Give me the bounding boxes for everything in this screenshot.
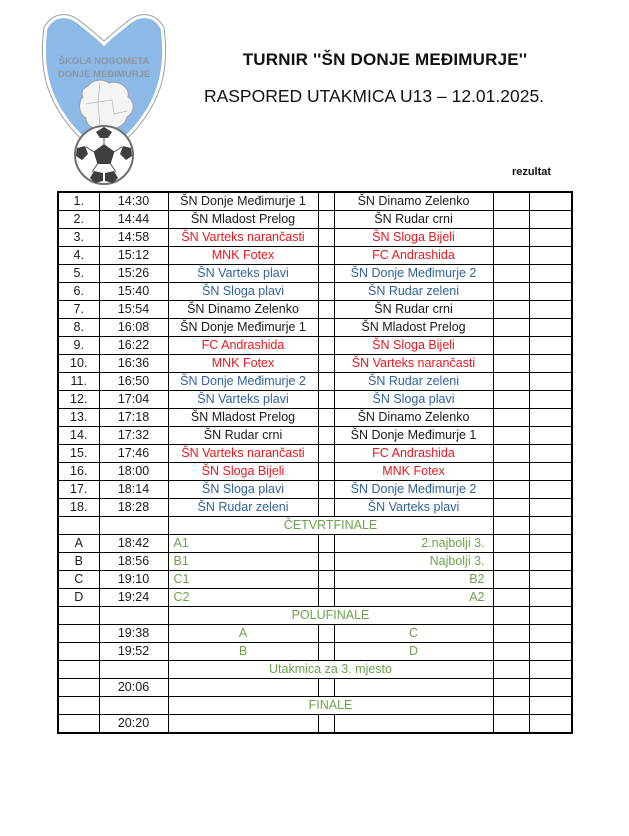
match-row bbox=[58, 679, 572, 697]
result-cell-home bbox=[493, 535, 529, 553]
vs-divider-cell bbox=[318, 247, 334, 265]
result-cell-home bbox=[493, 715, 529, 734]
result-cell-away bbox=[529, 697, 572, 715]
match-number-cell: 6. bbox=[58, 283, 99, 301]
kickoff-time-cell: 16:08 bbox=[99, 319, 168, 337]
vs-divider-cell bbox=[318, 229, 334, 247]
home-team-cell: MNK Fotex bbox=[168, 247, 318, 265]
home-team-cell bbox=[168, 679, 318, 697]
result-cell-home bbox=[493, 319, 529, 337]
result-cell-away bbox=[529, 481, 572, 499]
match-row bbox=[58, 499, 572, 517]
result-cell-away bbox=[529, 229, 572, 247]
home-team-cell: ŠN Varteks narančasti bbox=[168, 445, 318, 463]
match-row bbox=[58, 355, 572, 373]
match-number-cell: 18. bbox=[58, 499, 99, 517]
away-team-cell bbox=[334, 679, 493, 697]
match-number-cell: 11. bbox=[58, 373, 99, 391]
home-team-cell: ŠN Donje Međimurje 1 bbox=[168, 192, 318, 211]
vs-divider-cell bbox=[318, 715, 334, 734]
match-row bbox=[58, 265, 572, 283]
section-row bbox=[58, 517, 572, 535]
kickoff-time-cell: 19:38 bbox=[99, 625, 168, 643]
result-cell-away bbox=[529, 265, 572, 283]
vs-divider-cell bbox=[318, 373, 334, 391]
home-team-cell: ŠN Varteks plavi bbox=[168, 391, 318, 409]
result-cell-away bbox=[529, 499, 572, 517]
match-number-cell: 17. bbox=[58, 481, 99, 499]
away-team-cell: ŠN Mladost Prelog bbox=[334, 319, 493, 337]
crest-text-line2: DONJE MEĐIMURJE bbox=[57, 69, 151, 80]
home-team-cell: B1 bbox=[168, 553, 318, 571]
away-team-cell: ŠN Varteks narančasti bbox=[334, 355, 493, 373]
crest-text-line1: ŠKOLA NOGOMETA bbox=[58, 56, 150, 67]
match-row bbox=[58, 625, 572, 643]
away-team-cell: FC Andrashida bbox=[334, 247, 493, 265]
result-cell-away bbox=[529, 192, 572, 211]
result-cell-home bbox=[493, 679, 529, 697]
away-team-cell: ŠN Sloga plavi bbox=[334, 391, 493, 409]
home-team-cell: ŠN Donje Međimurje 2 bbox=[168, 373, 318, 391]
home-team-cell: A bbox=[168, 625, 318, 643]
vs-divider-cell bbox=[318, 589, 334, 607]
vs-divider-cell bbox=[318, 679, 334, 697]
result-cell-away bbox=[529, 535, 572, 553]
home-team-cell: ŠN Mladost Prelog bbox=[168, 409, 318, 427]
vs-divider-cell bbox=[318, 463, 334, 481]
result-cell-away bbox=[529, 661, 572, 679]
result-cell-away bbox=[529, 427, 572, 445]
home-team-cell: ŠN Sloga plavi bbox=[168, 283, 318, 301]
kickoff-time-cell: 15:12 bbox=[99, 247, 168, 265]
result-cell-home bbox=[493, 192, 529, 211]
section-title: FINALE bbox=[168, 697, 493, 715]
vs-divider-cell bbox=[318, 445, 334, 463]
result-cell-home bbox=[493, 661, 529, 679]
result-cell-away bbox=[529, 643, 572, 661]
match-number-cell: A bbox=[58, 535, 99, 553]
match-number-cell: D bbox=[58, 589, 99, 607]
result-cell-home bbox=[493, 481, 529, 499]
match-row bbox=[58, 247, 572, 265]
away-team-cell: A2 bbox=[334, 589, 493, 607]
result-cell-away bbox=[529, 571, 572, 589]
result-cell-away bbox=[529, 391, 572, 409]
match-number-cell: 5. bbox=[58, 265, 99, 283]
home-team-cell: B bbox=[168, 643, 318, 661]
result-cell-home bbox=[493, 571, 529, 589]
page-title: TURNIR ''ŠN DONJE MEĐIMURJE'' bbox=[242, 50, 528, 69]
match-row bbox=[58, 445, 572, 463]
vs-divider-cell bbox=[318, 337, 334, 355]
result-cell-home bbox=[493, 211, 529, 229]
vs-divider-cell bbox=[318, 553, 334, 571]
home-team-cell: ŠN Dinamo Zelenko bbox=[168, 301, 318, 319]
match-row bbox=[58, 229, 572, 247]
result-cell-home bbox=[493, 409, 529, 427]
match-row bbox=[58, 192, 572, 211]
kickoff-time-cell: 16:36 bbox=[99, 355, 168, 373]
kickoff-time-cell: 17:46 bbox=[99, 445, 168, 463]
kickoff-time-cell: 19:24 bbox=[99, 589, 168, 607]
page-subtitle: RASPORED UTAKMICA U13 – 12.01.2025. bbox=[203, 86, 545, 106]
match-row bbox=[58, 301, 572, 319]
match-row bbox=[58, 535, 572, 553]
match-row bbox=[58, 463, 572, 481]
match-number-cell bbox=[58, 697, 99, 715]
match-number-cell: 14. bbox=[58, 427, 99, 445]
result-cell-away bbox=[529, 319, 572, 337]
away-team-cell: 2.najbolji 3. bbox=[334, 535, 493, 553]
result-cell-away bbox=[529, 247, 572, 265]
result-cell-home bbox=[493, 355, 529, 373]
vs-divider-cell bbox=[318, 571, 334, 589]
match-row bbox=[58, 553, 572, 571]
match-row bbox=[58, 643, 572, 661]
kickoff-time-cell: 15:40 bbox=[99, 283, 168, 301]
kickoff-time-cell: 19:10 bbox=[99, 571, 168, 589]
kickoff-time-cell: 14:44 bbox=[99, 211, 168, 229]
match-number-cell: 3. bbox=[58, 229, 99, 247]
match-number-cell bbox=[58, 517, 99, 535]
result-cell-away bbox=[529, 283, 572, 301]
result-cell-home bbox=[493, 643, 529, 661]
match-row bbox=[58, 715, 572, 734]
match-number-cell: 8. bbox=[58, 319, 99, 337]
kickoff-time-cell bbox=[99, 607, 168, 625]
result-cell-home bbox=[493, 445, 529, 463]
section-title: POLUFINALE bbox=[168, 607, 493, 625]
vs-divider-cell bbox=[318, 283, 334, 301]
match-number-cell: 13. bbox=[58, 409, 99, 427]
kickoff-time-cell: 15:26 bbox=[99, 265, 168, 283]
home-team-cell: ŠN Rudar zeleni bbox=[168, 499, 318, 517]
kickoff-time-cell: 18:14 bbox=[99, 481, 168, 499]
result-cell-home bbox=[493, 229, 529, 247]
vs-divider-cell bbox=[318, 391, 334, 409]
vs-divider-cell bbox=[318, 319, 334, 337]
result-cell-away bbox=[529, 337, 572, 355]
match-number-cell bbox=[58, 643, 99, 661]
section-row bbox=[58, 697, 572, 715]
vs-divider-cell bbox=[318, 481, 334, 499]
result-cell-home bbox=[493, 607, 529, 625]
result-cell-home bbox=[493, 625, 529, 643]
match-row bbox=[58, 427, 572, 445]
kickoff-time-cell: 18:56 bbox=[99, 553, 168, 571]
result-cell-away bbox=[529, 589, 572, 607]
match-row bbox=[58, 319, 572, 337]
vs-divider-cell bbox=[318, 355, 334, 373]
result-cell-away bbox=[529, 715, 572, 734]
away-team-cell: ŠN Rudar zeleni bbox=[334, 373, 493, 391]
match-number-cell: 2. bbox=[58, 211, 99, 229]
home-team-cell: C1 bbox=[168, 571, 318, 589]
result-cell-home bbox=[493, 283, 529, 301]
away-team-cell: B2 bbox=[334, 571, 493, 589]
match-number-cell: B bbox=[58, 553, 99, 571]
match-row bbox=[58, 481, 572, 499]
result-cell-away bbox=[529, 607, 572, 625]
result-cell-home bbox=[493, 427, 529, 445]
kickoff-time-cell: 18:00 bbox=[99, 463, 168, 481]
kickoff-time-cell: 20:20 bbox=[99, 715, 168, 734]
kickoff-time-cell: 14:30 bbox=[99, 192, 168, 211]
match-number-cell: 4. bbox=[58, 247, 99, 265]
kickoff-time-cell: 20:06 bbox=[99, 679, 168, 697]
result-cell-home bbox=[493, 373, 529, 391]
away-team-cell: Najbolji 3. bbox=[334, 553, 493, 571]
away-team-cell: MNK Fotex bbox=[334, 463, 493, 481]
kickoff-time-cell bbox=[99, 661, 168, 679]
away-team-cell: ŠN Donje Međimurje 1 bbox=[334, 427, 493, 445]
match-number-cell bbox=[58, 661, 99, 679]
away-team-cell: ŠN Varteks plavi bbox=[334, 499, 493, 517]
match-number-cell: 12. bbox=[58, 391, 99, 409]
match-number-cell bbox=[58, 679, 99, 697]
away-team-cell: ŠN Sloga Bijeli bbox=[334, 337, 493, 355]
result-cell-away bbox=[529, 445, 572, 463]
vs-divider-cell bbox=[318, 409, 334, 427]
match-row bbox=[58, 337, 572, 355]
result-cell-away bbox=[529, 517, 572, 535]
result-cell-away bbox=[529, 409, 572, 427]
match-row bbox=[58, 589, 572, 607]
kickoff-time-cell: 16:50 bbox=[99, 373, 168, 391]
home-team-cell: C2 bbox=[168, 589, 318, 607]
home-team-cell: MNK Fotex bbox=[168, 355, 318, 373]
kickoff-time-cell bbox=[99, 697, 168, 715]
result-cell-home bbox=[493, 697, 529, 715]
result-cell-away bbox=[529, 301, 572, 319]
kickoff-time-cell: 19:52 bbox=[99, 643, 168, 661]
away-team-cell: ŠN Donje Međimurje 2 bbox=[334, 265, 493, 283]
vs-divider-cell bbox=[318, 625, 334, 643]
away-team-cell: ŠN Rudar crni bbox=[334, 301, 493, 319]
match-number-cell bbox=[58, 607, 99, 625]
kickoff-time-cell: 17:18 bbox=[99, 409, 168, 427]
vs-divider-cell bbox=[318, 192, 334, 211]
section-row bbox=[58, 661, 572, 679]
result-cell-home bbox=[493, 517, 529, 535]
away-team-cell: D bbox=[334, 643, 493, 661]
match-number-cell: 15. bbox=[58, 445, 99, 463]
match-number-cell: 16. bbox=[58, 463, 99, 481]
match-number-cell: 7. bbox=[58, 301, 99, 319]
vs-divider-cell bbox=[318, 265, 334, 283]
kickoff-time-cell: 14:58 bbox=[99, 229, 168, 247]
result-cell-home bbox=[493, 391, 529, 409]
kickoff-time-cell: 16:22 bbox=[99, 337, 168, 355]
match-number-cell: 1. bbox=[58, 192, 99, 211]
vs-divider-cell bbox=[318, 535, 334, 553]
away-team-cell: ŠN Dinamo Zelenko bbox=[334, 192, 493, 211]
crest-map bbox=[80, 80, 134, 128]
match-row bbox=[58, 373, 572, 391]
match-row bbox=[58, 283, 572, 301]
match-number-cell bbox=[58, 625, 99, 643]
result-cell-away bbox=[529, 355, 572, 373]
away-team-cell: ŠN Donje Međimurje 2 bbox=[334, 481, 493, 499]
section-title: ČETVRTFINALE bbox=[168, 517, 493, 535]
result-cell-home bbox=[493, 337, 529, 355]
home-team-cell: FC Andrashida bbox=[168, 337, 318, 355]
result-cell-home bbox=[493, 265, 529, 283]
vs-divider-cell bbox=[318, 301, 334, 319]
home-team-cell: ŠN Donje Međimurje 1 bbox=[168, 319, 318, 337]
kickoff-time-cell: 17:04 bbox=[99, 391, 168, 409]
result-cell-away bbox=[529, 373, 572, 391]
kickoff-time-cell: 18:42 bbox=[99, 535, 168, 553]
vs-divider-cell bbox=[318, 211, 334, 229]
home-team-cell: ŠN Varteks plavi bbox=[168, 265, 318, 283]
match-row bbox=[58, 211, 572, 229]
kickoff-time-cell bbox=[99, 517, 168, 535]
result-cell-home bbox=[493, 463, 529, 481]
home-team-cell: A1 bbox=[168, 535, 318, 553]
kickoff-time-cell: 17:32 bbox=[99, 427, 168, 445]
result-cell-home bbox=[493, 301, 529, 319]
match-number-cell: C bbox=[58, 571, 99, 589]
home-team-cell: ŠN Sloga Bijeli bbox=[168, 463, 318, 481]
home-team-cell bbox=[168, 715, 318, 734]
section-row bbox=[58, 607, 572, 625]
match-number-cell bbox=[58, 715, 99, 734]
match-row bbox=[58, 409, 572, 427]
home-team-cell: ŠN Mladost Prelog bbox=[168, 211, 318, 229]
schedule-table bbox=[57, 191, 573, 734]
result-cell-away bbox=[529, 211, 572, 229]
vs-divider-cell bbox=[318, 643, 334, 661]
result-cell-home bbox=[493, 589, 529, 607]
vs-divider-cell bbox=[318, 499, 334, 517]
kickoff-time-cell: 15:54 bbox=[99, 301, 168, 319]
match-number-cell: 10. bbox=[58, 355, 99, 373]
result-cell-away bbox=[529, 553, 572, 571]
home-team-cell: ŠN Rudar crni bbox=[168, 427, 318, 445]
result-cell-home bbox=[493, 499, 529, 517]
schedule-table-body bbox=[58, 192, 572, 733]
result-cell-away bbox=[529, 679, 572, 697]
result-column-label: rezultat bbox=[511, 166, 552, 178]
result-cell-home bbox=[493, 553, 529, 571]
away-team-cell: ŠN Rudar crni bbox=[334, 211, 493, 229]
kickoff-time-cell: 18:28 bbox=[99, 499, 168, 517]
result-cell-home bbox=[493, 247, 529, 265]
result-cell-away bbox=[529, 625, 572, 643]
home-team-cell: ŠN Varteks narančasti bbox=[168, 229, 318, 247]
away-team-cell: FC Andrashida bbox=[334, 445, 493, 463]
vs-divider-cell bbox=[318, 427, 334, 445]
away-team-cell: ŠN Dinamo Zelenko bbox=[334, 409, 493, 427]
home-team-cell: ŠN Sloga plavi bbox=[168, 481, 318, 499]
result-cell-away bbox=[529, 463, 572, 481]
match-row bbox=[58, 571, 572, 589]
away-team-cell: ŠN Sloga Bijeli bbox=[334, 229, 493, 247]
match-number-cell: 9. bbox=[58, 337, 99, 355]
match-row bbox=[58, 391, 572, 409]
away-team-cell: C bbox=[334, 625, 493, 643]
soccer-ball-icon bbox=[75, 126, 133, 184]
section-title: Utakmica za 3. mjesto bbox=[168, 661, 493, 679]
away-team-cell: ŠN Rudar zeleni bbox=[334, 283, 493, 301]
away-team-cell bbox=[334, 715, 493, 734]
